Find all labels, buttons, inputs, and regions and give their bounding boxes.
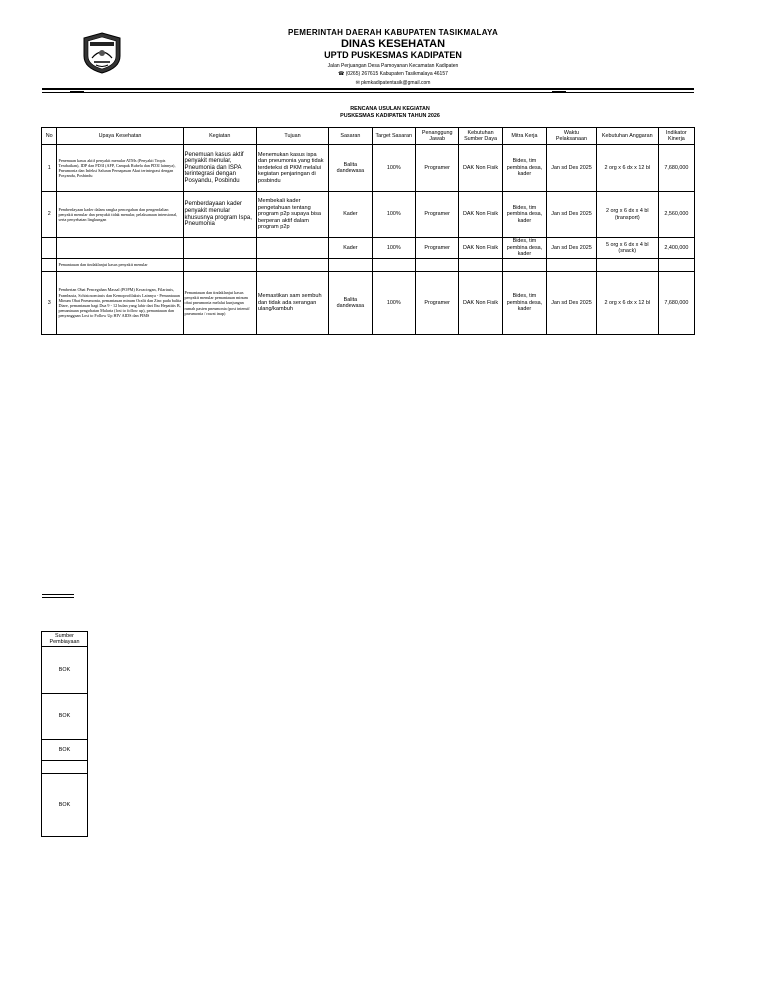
divider-mark xyxy=(552,91,566,92)
cell-no: 1 xyxy=(42,145,57,192)
cell-tujuan: Menemukan kasus ispa dan pneumonia yang tidak terdeteksi di PKM melalui kegiatan penjaringan di posbindu xyxy=(256,145,328,192)
cell-mitra: Bides, tim pembina desa, kader xyxy=(502,145,546,192)
column-header: Target Sasaran xyxy=(372,128,415,145)
cell-kegiatan xyxy=(183,238,256,259)
table-row xyxy=(42,647,88,694)
table-row xyxy=(42,238,695,259)
cell-sumber: DAK Non Fisik xyxy=(459,145,502,192)
title-line-2: PUSKESMAS KADIPATEN TAHUN 2026 xyxy=(340,113,440,119)
agency-name: DINAS KESEHATAN xyxy=(340,38,446,50)
cell-waktu: Jan sd Des 2025 xyxy=(547,272,597,335)
cell-waktu: Jan sd Des 2025 xyxy=(547,145,597,192)
activity-table xyxy=(41,127,695,335)
table-row xyxy=(42,145,695,192)
cell-sasaran: Balita dandewasa xyxy=(329,272,372,335)
table-row xyxy=(42,761,88,774)
column-header: Sumber Pembiayaan xyxy=(42,632,88,647)
cell-mitra: Bides, tim pembina desa, kader xyxy=(502,272,546,335)
letterhead xyxy=(248,28,538,86)
government-name: PEMERINTAH DAERAH KABUPATEN TASIKMALAYA xyxy=(287,28,499,37)
divider-mark xyxy=(70,91,84,92)
cell-kegiatan: Pemberdayaan kader penyakit menular khususnya program Ispa, Pneumonia xyxy=(183,192,256,238)
column-header: Tujuan xyxy=(256,128,328,145)
email: ✉ pkmkadipatentasik@gmail.com xyxy=(355,79,431,86)
cell-sumber: DAK Non Fisik xyxy=(459,192,502,238)
cell-sasaran: Kader xyxy=(329,238,372,259)
puskesmas-name: UPTD PUSKESMAS KADIPATEN xyxy=(324,50,462,60)
table-header-row xyxy=(42,128,695,145)
cell-target: 100% xyxy=(372,272,415,335)
header-rule xyxy=(42,88,694,90)
cell-sumber xyxy=(459,259,502,272)
cell-tujuan: Memastikan sam sembuh dan tidak ada serangan ulang/kambuh xyxy=(256,272,328,335)
table-row xyxy=(42,192,695,238)
table-row xyxy=(42,774,88,837)
cell-sasaran: Balita dandewasa xyxy=(329,145,372,192)
cell-kegiatan: Penemuan kasus aktif penyakit menular, Pneumonia dan ISPA terintegrasi dengan Posyandu, Posbindu xyxy=(183,145,256,192)
cell-sasaran: Kader xyxy=(329,192,372,238)
cell-indikator: 2,400,000 xyxy=(658,238,694,259)
cell-target: 100% xyxy=(372,238,415,259)
cell-upaya: Pemantauan dan tindaklanjut kasus penyakit menular xyxy=(57,259,183,272)
cell-sumber: DAK Non Fisik xyxy=(459,272,502,335)
column-header: Indikator Kinerja xyxy=(658,128,694,145)
cell-target: 100% xyxy=(372,145,415,192)
column-header: Kegiatan xyxy=(183,128,256,145)
column-header: Sasaran xyxy=(329,128,372,145)
funding-source-table xyxy=(41,631,88,837)
cell-indikator: 2,560,000 xyxy=(658,192,694,238)
cell-target xyxy=(372,259,415,272)
cell-indikator: 7,680,000 xyxy=(658,145,694,192)
phone: ☎ (0265) 267615 Kabupaten Tasikmalaya 46157 xyxy=(338,71,448,78)
cell-anggaran: 2 org x 6 dx x 4 bl (transport) xyxy=(596,192,658,238)
cell-target: 100% xyxy=(372,192,415,238)
cell-no: 3 xyxy=(42,272,57,335)
cell-no xyxy=(42,259,57,272)
funding-cell xyxy=(42,761,88,774)
cell-sumber: DAK Non Fisik xyxy=(459,238,502,259)
title-line-1: RENCANA USULAN KEGIATAN xyxy=(350,106,430,112)
cell-kegiatan xyxy=(183,259,256,272)
column-header: Upaya Kesehatan xyxy=(57,128,183,145)
cell-pj: Programer xyxy=(415,192,458,238)
column-header: No xyxy=(42,128,57,145)
table-header-row xyxy=(42,632,88,647)
column-header: Kebutuhan Anggaran xyxy=(596,128,658,145)
funding-cell: BOK xyxy=(42,694,88,740)
cell-sasaran xyxy=(329,259,372,272)
column-header: Kebutuhan Sumber Daya xyxy=(459,128,502,145)
cell-anggaran: 5 org x 6 dx x 4 bl (snack) xyxy=(596,238,658,259)
cell-pj: Programer xyxy=(415,238,458,259)
cell-upaya xyxy=(57,238,183,259)
table-row xyxy=(42,272,695,335)
table-row xyxy=(42,259,695,272)
cell-waktu: Jan sd Des 2025 xyxy=(547,192,597,238)
cell-indikator xyxy=(658,259,694,272)
column-header: Penanggung Jawab xyxy=(415,128,458,145)
cell-tujuan: Membekali kader pengetahuan tentang program p2p supaya bisa berperan aktif dalam program p2p xyxy=(256,192,328,238)
cell-kegiatan: Pemantauan dan tindaklanjut kasus penyakit menular pemantauan minum obat pneumonia melalui kunjungan rumah pasien pneumonia (post intensif pneumonia / rawat inap) xyxy=(183,272,256,335)
table-row xyxy=(42,740,88,761)
cell-no: 2 xyxy=(42,192,57,238)
divider-mark xyxy=(42,597,74,598)
cell-waktu: Jan sd Des 2025 xyxy=(547,238,597,259)
cell-tujuan xyxy=(256,238,328,259)
column-header: Mitra Kerja xyxy=(502,128,546,145)
cell-mitra: Bides, tim pembina desa, kader xyxy=(502,238,546,259)
funding-cell: BOK xyxy=(42,740,88,761)
funding-cell: BOK xyxy=(42,774,88,837)
cell-waktu xyxy=(547,259,597,272)
cell-upaya: Penemuan kasus aktif penyakit menular ATMs (Penyakit Tropis Terabaikan), IDP dan PD3I (AFP, Campak Rubela dan PD3I lainnya), Pneumonia dan Infeksi Saluran Pernapasan Akut terintegrasi dengan Posyandu, Posbindu xyxy=(57,145,183,192)
cell-anggaran xyxy=(596,259,658,272)
cell-indikator: 7,680,000 xyxy=(658,272,694,335)
funding-cell: BOK xyxy=(42,647,88,694)
cell-pj: Programer xyxy=(415,145,458,192)
column-header: Waktu Pelaksanaan xyxy=(547,128,597,145)
cell-mitra xyxy=(502,259,546,272)
cell-pj xyxy=(415,259,458,272)
divider-mark xyxy=(42,594,74,595)
cell-tujuan xyxy=(256,259,328,272)
cell-anggaran: 2 org x 6 dx x 12 bl xyxy=(596,272,658,335)
cell-no xyxy=(42,238,57,259)
cell-upaya: Pemberdayaan kader dalam rangka pencegahan dan pengendalian penyakit menular dan penyakit tidak menular, pelaksanaan intensional, serta penyehatan lingkungan xyxy=(57,192,183,238)
cell-mitra: Bides, tim pembina desa, kader xyxy=(502,192,546,238)
kabupaten-emblem-icon xyxy=(82,32,122,74)
cell-anggaran: 2 org x 6 dx x 12 bl xyxy=(596,145,658,192)
cell-upaya: Pemberian Obat Pencegahan Massal (POPM) Kecacingan, Filariasis, Frambusia, Schistosomiasis dan Kemoprofilaksis Lainnya - Pemantauan Minum Obat Pneumonia, pemantauan minum Oralit dan Zinc pada balita Diare, pemantauan bagi Dua 9 - 12 bulan yang lahir dari Ibu Hepatitis B, pemantauan pengobatan Malaria (lost to follow up), pemantauan dan penyanggaan Lost to Follow Up HIV AIDS dan PIMS xyxy=(57,272,183,335)
table-row xyxy=(42,694,88,740)
cell-pj: Programer xyxy=(415,272,458,335)
header-rule-thin xyxy=(42,92,694,93)
document-title xyxy=(200,106,580,120)
address: Jalan Perjuangan Desa Pamoyanan Kecamatan Kadipaten xyxy=(327,63,459,69)
